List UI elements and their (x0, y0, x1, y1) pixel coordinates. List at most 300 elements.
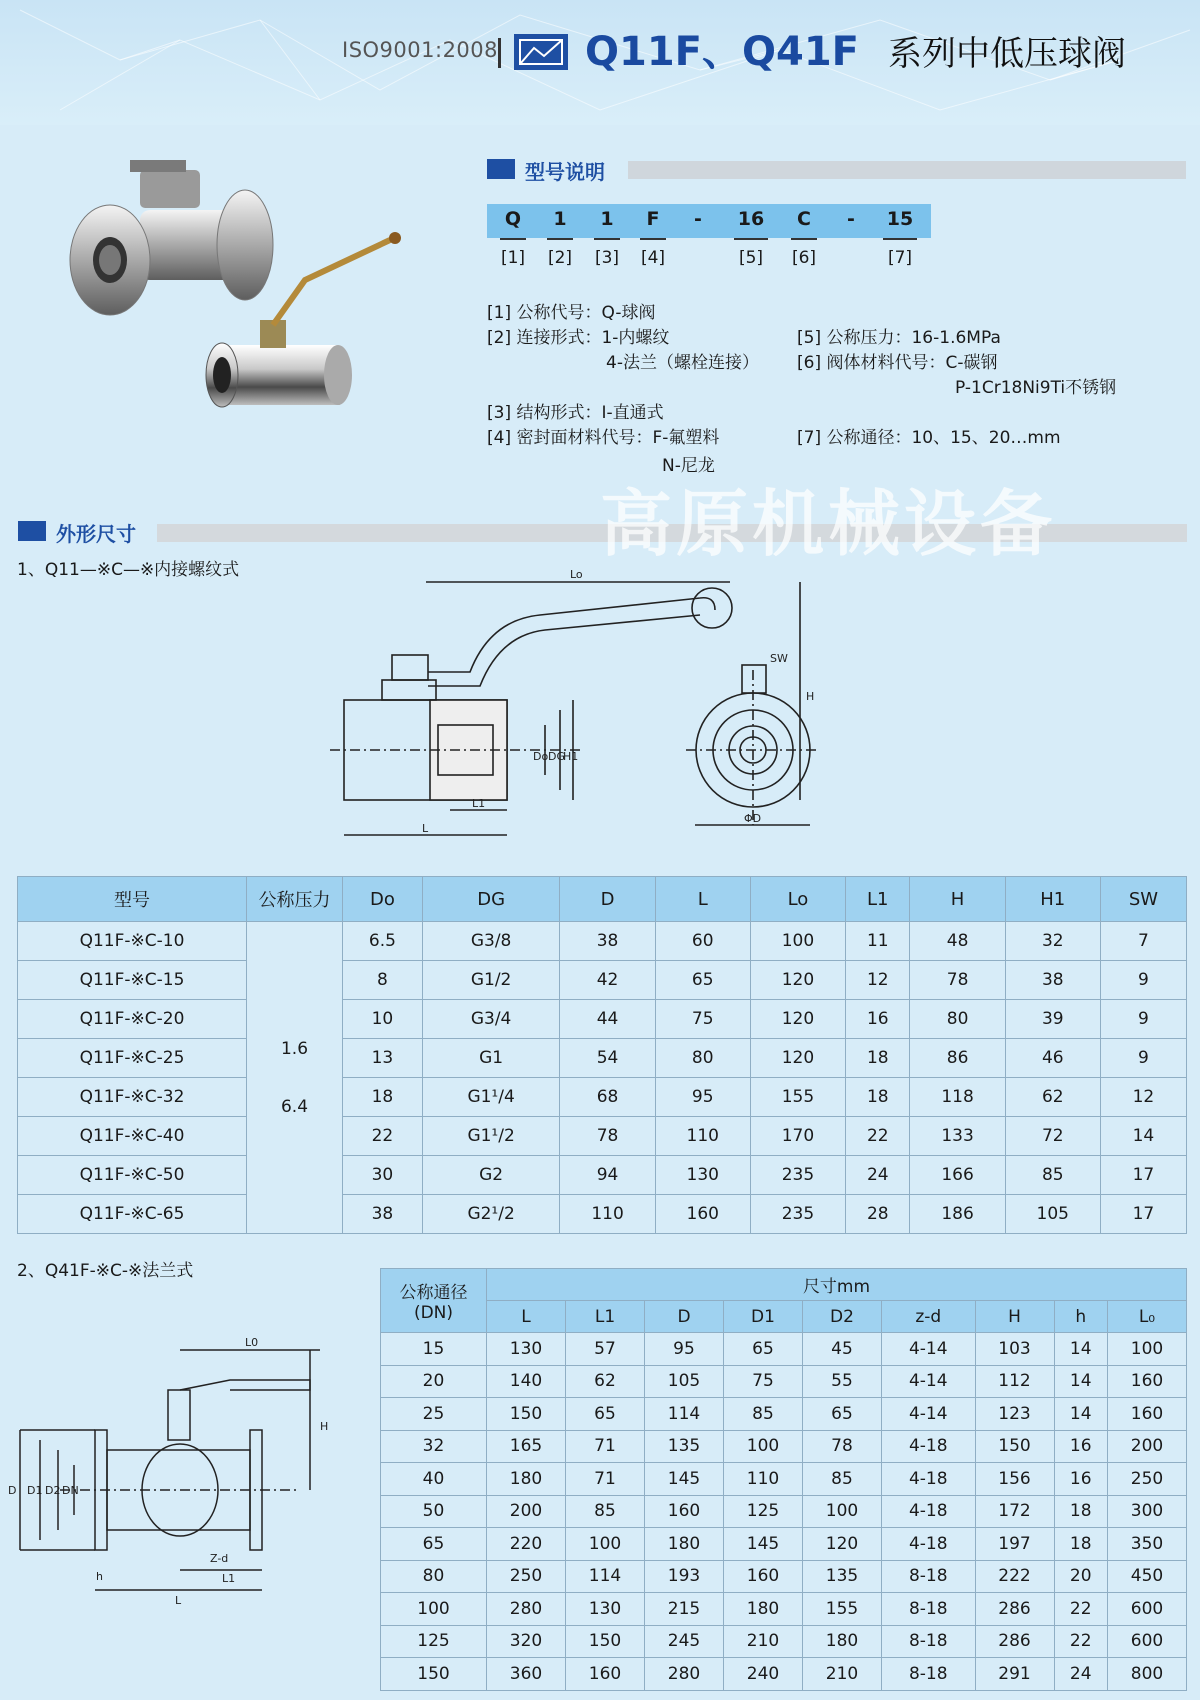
spec-desc-3: [3] 结构形式：I-直通式 (487, 403, 664, 423)
dn-header-line2: (DN) (413, 1303, 454, 1323)
table-row (381, 1658, 1187, 1691)
table-cell: 4-14 (882, 1398, 976, 1431)
table-header: L₀ (1107, 1301, 1186, 1333)
table-cell: 8-18 (882, 1560, 976, 1593)
table-cell: G3/4 (422, 1000, 560, 1039)
table-cell: 94 (560, 1156, 655, 1195)
table-cell: 20 (381, 1365, 487, 1398)
table-cell: 38 (1005, 961, 1100, 1000)
table-cell: G1 (422, 1039, 560, 1078)
table-cell: 50 (381, 1495, 487, 1528)
table-cell: 46 (1005, 1039, 1100, 1078)
table-header: H (975, 1301, 1054, 1333)
table-header: 型号 (18, 877, 247, 922)
table-cell: 68 (560, 1078, 655, 1117)
table-cell: 100 (1107, 1333, 1186, 1366)
spec-desc-2: [2] 连接形式：1-内螺纹 (487, 328, 670, 348)
spec-desc-2b: 4-法兰（螺栓连接） (606, 353, 759, 373)
table-cell: 222 (975, 1560, 1054, 1593)
table-cell: 145 (724, 1528, 803, 1561)
table-cell: 105 (1005, 1195, 1100, 1234)
table-cell: 24 (846, 1156, 910, 1195)
code-index: [6] (791, 248, 817, 268)
table-cell: 18 (1054, 1495, 1107, 1528)
spec-desc-6: [6] 阀体材料代号：C-碳钢 (797, 353, 998, 373)
table-cell: 180 (724, 1593, 803, 1626)
table-cell: 110 (560, 1195, 655, 1234)
table-cell: Q11F-※C-20 (18, 1000, 247, 1039)
label-h-small: h (96, 1570, 103, 1583)
table-cell: 78 (910, 961, 1005, 1000)
table-cell: 150 (566, 1625, 645, 1658)
table-header: H (910, 877, 1005, 922)
table-cell: 85 (566, 1495, 645, 1528)
table-cell: 42 (560, 961, 655, 1000)
spec-desc-4: [4] 密封面材料代号：F-氟塑料 (487, 428, 720, 448)
table-cell: 600 (1107, 1625, 1186, 1658)
table-cell: 4-18 (882, 1528, 976, 1561)
table-cell: 4-14 (882, 1365, 976, 1398)
model-code: F (646, 208, 660, 230)
table-cell: 32 (381, 1430, 487, 1463)
pressure-value: 1.6 (280, 1038, 309, 1059)
table-cell: 22 (343, 1117, 423, 1156)
table-cell: 48 (910, 922, 1005, 961)
table-cell: 170 (750, 1117, 845, 1156)
table-row (18, 922, 1187, 961)
table-header: L (655, 877, 750, 922)
model-code: 1 (553, 208, 567, 230)
label-l0: L0 (245, 1336, 259, 1349)
table-cell: 14 (1054, 1333, 1107, 1366)
table-cell: G1¹/2 (422, 1117, 560, 1156)
label-l1: L1 (222, 1572, 236, 1585)
table-header: D2 (803, 1301, 882, 1333)
table-cell: 800 (1107, 1658, 1186, 1691)
table-cell: 18 (343, 1078, 423, 1117)
label-h: H (806, 690, 815, 703)
table-cell: 110 (724, 1463, 803, 1496)
spec-desc-7: [7] 公称通径：10、15、20…mm (797, 428, 1061, 448)
table-cell: 80 (910, 1000, 1005, 1039)
table-cell: 186 (910, 1195, 1005, 1234)
model-spec-heading (487, 158, 605, 184)
table-cell: 85 (1005, 1156, 1100, 1195)
company-watermark: 高原机械设备 (600, 482, 1057, 566)
table-cell: 18 (1054, 1528, 1107, 1561)
label-sw: SW (770, 652, 788, 665)
table-cell: 320 (487, 1625, 566, 1658)
table-cell: 118 (910, 1078, 1005, 1117)
code-index: [2] (547, 248, 573, 268)
table-cell: 24 (1054, 1658, 1107, 1691)
table-cell: 120 (750, 1039, 845, 1078)
table-header: h (1054, 1301, 1107, 1333)
table-cell: 9 (1100, 961, 1186, 1000)
table-cell: 80 (655, 1039, 750, 1078)
table-cell: 240 (724, 1658, 803, 1691)
table-cell: 160 (566, 1658, 645, 1691)
table-cell: 8 (343, 961, 423, 1000)
model-code: Q (504, 208, 522, 230)
table-cell: 300 (1107, 1495, 1186, 1528)
spec-desc-5: [5] 公称压力：16-1.6MPa (797, 328, 1001, 348)
table-cell: 135 (803, 1560, 882, 1593)
code-underline (883, 238, 917, 240)
spec-desc-1: [1] 公称代号：Q-球阀 (487, 303, 656, 323)
table-cell: 30 (343, 1156, 423, 1195)
label-l: L (422, 822, 429, 835)
flanged-valve-drawing (0, 1330, 360, 1620)
table-cell: 13 (343, 1039, 423, 1078)
table-cell: 235 (750, 1156, 845, 1195)
table-cell: 145 (645, 1463, 724, 1496)
table-cell: 100 (724, 1430, 803, 1463)
table-cell: 95 (655, 1078, 750, 1117)
page-title: Q11F、Q41F (585, 29, 859, 75)
subsection-1-title: 1、Q11—※C—※内接螺纹式 (17, 560, 240, 580)
table-cell: 38 (343, 1195, 423, 1234)
table-cell: 57 (566, 1333, 645, 1366)
table-row (381, 1560, 1187, 1593)
table-cell: 450 (1107, 1560, 1186, 1593)
table-cell: 18 (846, 1039, 910, 1078)
table-cell: 20 (1054, 1560, 1107, 1593)
table-cell: 110 (655, 1117, 750, 1156)
table-cell: 280 (487, 1593, 566, 1626)
table-cell: 100 (566, 1528, 645, 1561)
table-cell: G2 (422, 1156, 560, 1195)
table-header: L1 (846, 877, 910, 922)
table-header: Do (343, 877, 423, 922)
table-cell: 140 (487, 1365, 566, 1398)
table-cell: 130 (487, 1333, 566, 1366)
table-row (381, 1593, 1187, 1626)
table-header: D (645, 1301, 724, 1333)
table-cell: Q11F-※C-50 (18, 1156, 247, 1195)
table-cell: 220 (487, 1528, 566, 1561)
table-cell: 166 (910, 1156, 1005, 1195)
table-row (381, 1463, 1187, 1496)
table-cell: 250 (487, 1560, 566, 1593)
table-cell: 10 (343, 1000, 423, 1039)
table-cell: 72 (1005, 1117, 1100, 1156)
table-row (381, 1398, 1187, 1431)
table-cell: 32 (1005, 922, 1100, 961)
table-cell: 286 (975, 1625, 1054, 1658)
table-header-group: 尺寸mm (487, 1269, 1187, 1301)
table-cell: 135 (645, 1430, 724, 1463)
table-row (18, 1000, 1187, 1039)
label-l1: L1 (472, 797, 486, 810)
brand-logo-icon (514, 34, 568, 70)
table-cell: 65 (566, 1398, 645, 1431)
table-cell: 114 (566, 1560, 645, 1593)
table-row (381, 1365, 1187, 1398)
table-cell: 16 (846, 1000, 910, 1039)
table-cell: 7 (1100, 922, 1186, 961)
table-cell: Q11F-※C-15 (18, 961, 247, 1000)
table-cell: 22 (1054, 1593, 1107, 1626)
table-row (18, 1156, 1187, 1195)
table-cell: G1/2 (422, 961, 560, 1000)
table-cell: Q11F-※C-65 (18, 1195, 247, 1234)
table-cell: 100 (381, 1593, 487, 1626)
table-cell: 112 (975, 1365, 1054, 1398)
table-cell: 125 (724, 1495, 803, 1528)
table-header: Lo (750, 877, 845, 922)
table-cell: 125 (381, 1625, 487, 1658)
table-cell: Q11F-※C-10 (18, 922, 247, 961)
label-h1: H1 (563, 750, 579, 763)
table-cell: 130 (566, 1593, 645, 1626)
table-cell: 210 (803, 1658, 882, 1691)
table-row (381, 1625, 1187, 1658)
flanged-valve-dimension-table (380, 1268, 1187, 1691)
table-cell: 25 (381, 1398, 487, 1431)
table-header: L (487, 1301, 566, 1333)
model-code: - (694, 208, 702, 230)
table-cell: 193 (645, 1560, 724, 1593)
table-cell: G2¹/2 (422, 1195, 560, 1234)
model-code: 1 (600, 208, 614, 230)
table-cell: 280 (645, 1658, 724, 1691)
table-cell: 54 (560, 1039, 655, 1078)
table-cell: Q11F-※C-25 (18, 1039, 247, 1078)
table-header: L1 (566, 1301, 645, 1333)
spec-desc-6b: P-1Cr18Ni9Ti不锈钢 (955, 378, 1117, 398)
table-cell: 60 (655, 922, 750, 961)
table-cell: 103 (975, 1333, 1054, 1366)
table-cell: 65 (803, 1398, 882, 1431)
table-header: D1 (724, 1301, 803, 1333)
table-cell: 44 (560, 1000, 655, 1039)
code-index: [3] (594, 248, 620, 268)
table-cell: 62 (566, 1365, 645, 1398)
code-underline (594, 238, 620, 240)
table-cell: 80 (381, 1560, 487, 1593)
dimensions-title: 外形尺寸 (56, 522, 136, 546)
table-cell: 350 (1107, 1528, 1186, 1561)
table-cell: 75 (724, 1365, 803, 1398)
table-cell: 16 (1054, 1463, 1107, 1496)
table-cell: 156 (975, 1463, 1054, 1496)
table-cell: 155 (803, 1593, 882, 1626)
table-cell: 105 (645, 1365, 724, 1398)
label-d1: D1 (27, 1484, 43, 1497)
threaded-valve-dimension-table (17, 876, 1187, 1234)
table-cell: 150 (975, 1430, 1054, 1463)
table-cell: 160 (724, 1560, 803, 1593)
table-cell: 65 (655, 961, 750, 1000)
table-cell: 120 (750, 961, 845, 1000)
valve-product-photo (60, 150, 460, 450)
table-cell: 78 (803, 1430, 882, 1463)
code-index: [1] (500, 248, 526, 268)
table-cell: 86 (910, 1039, 1005, 1078)
code-index: [7] (887, 248, 913, 268)
table-cell: 78 (560, 1117, 655, 1156)
table-cell: 55 (803, 1365, 882, 1398)
table-cell: 8-18 (882, 1625, 976, 1658)
table-cell: 172 (975, 1495, 1054, 1528)
table-cell: 215 (645, 1593, 724, 1626)
table-cell: 360 (487, 1658, 566, 1691)
table-cell: 95 (645, 1333, 724, 1366)
model-code: 16 (737, 208, 765, 230)
label-zd: Z-d (210, 1552, 229, 1565)
table-cell: 12 (846, 961, 910, 1000)
label-dg: DG (548, 750, 565, 763)
table-header: z-d (882, 1301, 976, 1333)
dimensions-heading (18, 520, 136, 546)
table-cell: 12 (1100, 1078, 1186, 1117)
table-cell: 22 (1054, 1625, 1107, 1658)
table-cell: 4-14 (882, 1333, 976, 1366)
section-icon (18, 521, 46, 541)
iso-certification: ISO9001:2008 (342, 38, 499, 62)
pressure-value: 6.4 (280, 1096, 309, 1117)
table-cell: 286 (975, 1593, 1054, 1626)
table-cell: 14 (1054, 1365, 1107, 1398)
table-cell: 160 (655, 1195, 750, 1234)
table-row (381, 1528, 1187, 1561)
table-cell: 197 (975, 1528, 1054, 1561)
spec-desc-4b: N-尼龙 (662, 456, 715, 476)
table-cell: 39 (1005, 1000, 1100, 1039)
label-l: L (175, 1594, 182, 1607)
table-cell: 120 (803, 1528, 882, 1561)
table-cell: 65 (381, 1528, 487, 1561)
table-cell: Q11F-※C-40 (18, 1117, 247, 1156)
table-cell: 22 (846, 1117, 910, 1156)
table-cell: 180 (487, 1463, 566, 1496)
label-d: D (8, 1484, 17, 1497)
table-header: 公称压力 (247, 877, 343, 922)
label-do: Do (533, 750, 549, 763)
table-cell: 200 (1107, 1430, 1186, 1463)
table-cell: 4-18 (882, 1463, 976, 1496)
code-underline (547, 238, 573, 240)
model-spec-title: 型号说明 (525, 160, 605, 184)
table-row (18, 1039, 1187, 1078)
table-cell: 8-18 (882, 1658, 976, 1691)
table-cell: 62 (1005, 1078, 1100, 1117)
table-row (381, 1430, 1187, 1463)
code-underline (791, 238, 817, 240)
table-cell: 160 (1107, 1365, 1186, 1398)
table-cell: 6.5 (343, 922, 423, 961)
label-d2: D2 (45, 1484, 61, 1497)
table-cell: Q11F-※C-32 (18, 1078, 247, 1117)
table-cell: 45 (803, 1333, 882, 1366)
label-lo: Lo (570, 568, 583, 581)
table-cell: 200 (487, 1495, 566, 1528)
table-cell: 114 (645, 1398, 724, 1431)
table-cell: 15 (381, 1333, 487, 1366)
table-cell: 40 (381, 1463, 487, 1496)
table-cell: 71 (566, 1463, 645, 1496)
table-cell: 8-18 (882, 1593, 976, 1626)
label-h: H (320, 1420, 329, 1433)
table-header-dn (381, 1269, 487, 1333)
table-row (381, 1495, 1187, 1528)
table-cell: 28 (846, 1195, 910, 1234)
subsection-2-title: 2、Q41F-※C-※法兰式 (17, 1261, 194, 1281)
table-cell: 4-18 (882, 1430, 976, 1463)
table-cell: 150 (487, 1398, 566, 1431)
table-cell: 100 (750, 922, 845, 961)
table-cell: G1¹/4 (422, 1078, 560, 1117)
table-header: SW (1100, 877, 1186, 922)
table-cell: 120 (750, 1000, 845, 1039)
model-code: - (847, 208, 855, 230)
table-cell: 16 (1054, 1430, 1107, 1463)
section-icon (487, 159, 515, 179)
table-cell: 160 (645, 1495, 724, 1528)
table-cell: 245 (645, 1625, 724, 1658)
table-row (18, 961, 1187, 1000)
table-cell: 71 (566, 1430, 645, 1463)
table-header: D (560, 877, 655, 922)
table-cell: 133 (910, 1117, 1005, 1156)
table-cell: 11 (846, 922, 910, 961)
table-cell: 150 (381, 1658, 487, 1691)
table-row (18, 1117, 1187, 1156)
table-row (18, 1078, 1187, 1117)
table-cell: 85 (803, 1463, 882, 1496)
table-cell: 250 (1107, 1463, 1186, 1496)
threaded-valve-drawing (330, 560, 870, 850)
label-dn: DN (62, 1484, 79, 1497)
code-underline (640, 238, 666, 240)
table-cell: 14 (1054, 1398, 1107, 1431)
table-cell: 14 (1100, 1117, 1186, 1156)
table-cell: 4-18 (882, 1495, 976, 1528)
table-cell: 123 (975, 1398, 1054, 1431)
table-cell: 165 (487, 1430, 566, 1463)
table-cell: 75 (655, 1000, 750, 1039)
table-cell: 155 (750, 1078, 845, 1117)
table-cell: 38 (560, 922, 655, 961)
code-underline (500, 238, 526, 240)
page-subtitle: 系列中低压球阀 (888, 34, 1126, 74)
code-index: [4] (640, 248, 666, 268)
table-cell: 100 (803, 1495, 882, 1528)
code-underline (734, 238, 768, 240)
dn-header-line1: 公称通径 (399, 1283, 468, 1303)
table-cell: 210 (724, 1625, 803, 1658)
table-cell: 65 (724, 1333, 803, 1366)
label-phi-d: ΦD (744, 812, 762, 825)
table-header: DG (422, 877, 560, 922)
table-cell: 17 (1100, 1195, 1186, 1234)
title-divider (498, 38, 501, 68)
model-code: C (797, 208, 811, 230)
table-cell: 235 (750, 1195, 845, 1234)
code-index: [5] (738, 248, 764, 268)
table-row (381, 1333, 1187, 1366)
table-cell: 17 (1100, 1156, 1186, 1195)
header-banner (0, 0, 1200, 125)
table-row (18, 1195, 1187, 1234)
model-code: 15 (886, 208, 914, 230)
table-cell: 180 (645, 1528, 724, 1561)
table-cell: 9 (1100, 1039, 1186, 1078)
table-cell: 18 (846, 1078, 910, 1117)
table-header: H1 (1005, 877, 1100, 922)
table-cell: 291 (975, 1658, 1054, 1691)
